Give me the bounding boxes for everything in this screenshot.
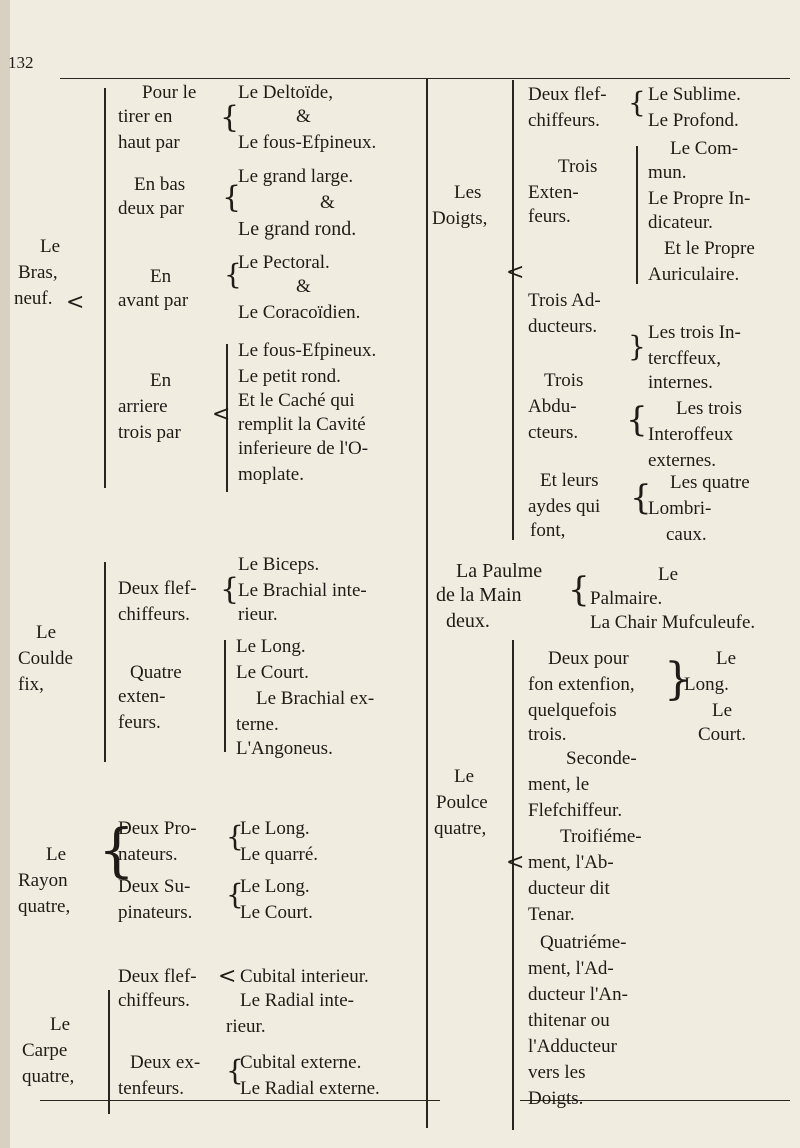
muscle-court: Le Court.: [236, 662, 309, 683]
muscle-court-pouce: Le: [712, 700, 733, 721]
brace-coude-line: [104, 562, 106, 762]
muscle-interosseux-externes: Interoffeux: [648, 424, 734, 445]
brace: {: [226, 878, 244, 911]
doigts-head-aydes: aydes qui: [528, 496, 601, 517]
muscle-brachial-interieur: Le Brachial inte-: [238, 580, 367, 601]
muscle-lombricaux: Lombri-: [648, 498, 712, 519]
column-rule-left: [426, 78, 428, 1128]
page-edge: [0, 0, 10, 1148]
brace-bras-line: [104, 88, 106, 488]
brace: {: [222, 180, 242, 215]
muscle-petit-rond: Le petit rond.: [238, 366, 341, 387]
muscle-chair-musculeuse: La Chair Mufculeufe.: [590, 612, 756, 633]
brace: }: [664, 654, 692, 705]
coude-head-extenseurs: exten-: [118, 686, 166, 707]
brace: {: [626, 400, 648, 440]
muscle-brachial-interieur: rieur.: [238, 604, 278, 625]
carpe-label-line: Carpe: [22, 1040, 68, 1061]
doigts-head-flechisseurs: Deux flef-: [528, 84, 607, 105]
bras-head-haut: tirer en: [118, 106, 173, 127]
bras-head-arriere: trois par: [118, 422, 181, 443]
brace-bras: <: [66, 290, 85, 315]
rayon-head-pronateurs: nateurs.: [118, 844, 178, 865]
muscle-radial-externe: Le Radial externe.: [240, 1078, 380, 1099]
coude-label-line: fix,: [18, 674, 44, 695]
muscle-sous-epineux: Le fous-Efpineux.: [238, 132, 377, 153]
muscle-long-pouce: Le: [716, 648, 737, 669]
muscle-cache: inferieure de l'O-: [238, 438, 369, 459]
muscle-cubital-interieur: Cubital interieur.: [240, 966, 369, 987]
muscle-long: Le Long.: [236, 636, 306, 657]
poulce-text-line: ducteur dit: [528, 878, 610, 899]
muscle-grand-rond: Le grand rond.: [238, 218, 357, 240]
doigts-head-abducteurs: Abdu-: [528, 396, 577, 417]
muscle-sublime: Le Sublime.: [648, 84, 741, 105]
poulce-label-line: Le: [454, 766, 475, 787]
muscle-cache: remplit la Cavité: [238, 414, 366, 435]
poulce-text-line: ment, l'Ab-: [528, 852, 614, 873]
doigts-label-line: Doigts,: [432, 208, 488, 229]
paulme-head: de la Main: [436, 584, 522, 606]
doigts-head-abducteurs: cteurs.: [528, 422, 579, 443]
muscle-angoneus: L'Angoneus.: [236, 738, 333, 759]
bottom-rule-left: [40, 1100, 440, 1101]
brace: <: [218, 964, 237, 989]
muscle-interosseux-externes: externes.: [648, 450, 717, 471]
muscle-propre-auriculaire: Et le Propre: [664, 238, 755, 259]
muscle-cache: moplate.: [238, 464, 304, 485]
poulce-text-line: fon extenfion,: [528, 674, 635, 695]
muscle-profond: Le Profond.: [648, 110, 739, 131]
poulce-text-line: Quatriéme-: [540, 932, 627, 953]
muscle-radial-interieur: Le Radial inte-: [240, 990, 354, 1011]
doigts-head-extenseurs: Trois: [558, 156, 598, 177]
carpe-head-flechisseurs: chiffeurs.: [118, 990, 190, 1011]
muscle-lombricaux: Les quatre: [670, 472, 750, 493]
bras-label-line: Le: [40, 236, 61, 257]
doigts-head-aydes: font,: [530, 520, 566, 541]
poulce-text-line: Seconde-: [566, 748, 637, 769]
poulce-text-line: Tenar.: [528, 904, 575, 925]
muscle-palmaire: Le: [658, 564, 679, 585]
ampersand: &: [296, 106, 311, 127]
muscle-brachial-externe: terne.: [236, 714, 279, 735]
poulce-text-line: vers les: [528, 1062, 586, 1083]
muscle-lombricaux: caux.: [666, 524, 707, 545]
poulce-text-line: quelquefois: [528, 700, 617, 721]
muscle-interosseux-externes: Les trois: [676, 398, 742, 419]
poulce-text-line: thitenar ou: [528, 1010, 610, 1031]
muscle-court-pouce: Court.: [698, 724, 747, 745]
poulce-text-line: Deux pour: [548, 648, 629, 669]
brace-doigts: <: [506, 260, 525, 285]
doigts-head-flechisseurs: chiffeurs.: [528, 110, 600, 131]
muscle-interosseux-internes: internes.: [648, 372, 713, 393]
muscle-long: Le Long.: [240, 818, 310, 839]
rayon-label-line: Le: [46, 844, 67, 865]
poulce-text-line: Flefchiffeur.: [528, 800, 623, 821]
rayon-head-supinateurs: pinateurs.: [118, 902, 193, 923]
carpe-label-line: quatre,: [22, 1066, 75, 1087]
muscle-propre-indicateur: dicateur.: [648, 212, 713, 233]
brace: {: [226, 1054, 244, 1087]
poulce-label-line: quatre,: [434, 818, 487, 839]
doigts-head-abducteurs: Trois: [544, 370, 584, 391]
brace: <: [212, 402, 231, 427]
muscle-sous-epineux: Le fous-Efpineux.: [238, 340, 377, 361]
brace-poulce: <: [506, 850, 525, 875]
doigts-head-aydes: Et leurs: [540, 470, 599, 491]
bras-head-avant: En: [150, 266, 172, 287]
brace-rayon: {: [98, 816, 135, 884]
doigts-label-line: Les: [454, 182, 482, 203]
poulce-text-line: ment, le: [528, 774, 590, 795]
ampersand: &: [296, 276, 311, 297]
muscle-cache: Et le Caché qui: [238, 390, 355, 411]
paulme-head: deux.: [446, 610, 490, 632]
top-rule: [60, 78, 790, 79]
poulce-text-line: Doigts.: [528, 1088, 584, 1109]
muscle-palmaire: Palmaire.: [590, 588, 663, 609]
bras-head-avant: avant par: [118, 290, 189, 311]
carpe-head-extenseurs: Deux ex-: [130, 1052, 201, 1073]
poulce-text-line: ment, l'Ad-: [528, 958, 614, 979]
bras-label-line: neuf.: [14, 288, 53, 309]
bras-head-bas: deux par: [118, 198, 184, 219]
rayon-head-pronateurs: Deux Pro-: [118, 818, 197, 839]
carpe-head-flechisseurs: Deux flef-: [118, 966, 197, 987]
muscle-brachial-externe: Le Brachial ex-: [256, 688, 375, 709]
brace: {: [224, 258, 242, 291]
muscle-biceps: Le Biceps.: [238, 554, 320, 575]
poulce-label-line: Poulce: [436, 792, 488, 813]
muscle-propre-indicateur: Le Propre In-: [648, 188, 751, 209]
muscle-coracoidien: Le Coracoïdien.: [238, 302, 361, 323]
coude-head-flechisseurs: Deux flef-: [118, 578, 197, 599]
doigts-head-extenseurs: Exten-: [528, 182, 579, 203]
brace-line: [636, 146, 638, 284]
muscle-long: Le Long.: [240, 876, 310, 897]
bras-head-arriere: En: [150, 370, 172, 391]
bras-head-arriere: arriere: [118, 396, 168, 417]
muscle-pectoral: Le Pectoral.: [238, 252, 330, 273]
carpe-head-extenseurs: tenfeurs.: [118, 1078, 184, 1099]
poulce-text-line: ducteur l'An-: [528, 984, 628, 1005]
rayon-head-supinateurs: Deux Su-: [118, 876, 191, 897]
brace: {: [630, 478, 652, 518]
muscle-grand-large: Le grand large.: [238, 166, 354, 187]
column-rule-right-top: [512, 80, 514, 540]
paulme-head: La Paulme: [456, 560, 543, 582]
coude-label-line: Le: [36, 622, 57, 643]
muscle-propre-auriculaire: Auriculaire.: [648, 264, 740, 285]
ampersand: &: [320, 192, 335, 213]
column-rule-right-bottom: [512, 640, 514, 1130]
brace: {: [568, 570, 590, 610]
poulce-text-line: Troifiéme-: [560, 826, 642, 847]
coude-head-extenseurs: Quatre: [130, 662, 182, 683]
muscle-radial-interieur: rieur.: [226, 1016, 266, 1037]
bras-label-line: Bras,: [18, 262, 58, 283]
bras-head-haut: Pour le: [142, 82, 197, 103]
muscle-deltoide: Le Deltoïde,: [238, 82, 333, 103]
brace: {: [220, 572, 240, 607]
coude-label-line: Coulde: [18, 648, 73, 669]
rayon-label-line: Rayon: [18, 870, 68, 891]
muscle-commun: Le Com-: [670, 138, 739, 159]
muscle-quarre: Le quarré.: [240, 844, 319, 865]
page-number: 132: [8, 53, 34, 72]
carpe-label-line: Le: [50, 1014, 71, 1035]
rayon-label-line: quatre,: [18, 896, 71, 917]
muscle-cubital-externe: Cubital externe.: [240, 1052, 362, 1073]
brace-carpe-line: [108, 990, 110, 1114]
poulce-text-line: trois.: [528, 724, 567, 745]
doigts-head-adducteurs: ducteurs.: [528, 316, 598, 337]
brace-line: [224, 640, 226, 752]
doigts-head-extenseurs: feurs.: [528, 206, 571, 227]
muscle-interosseux-internes: Les trois In-: [648, 322, 741, 343]
poulce-text-line: l'Adducteur: [528, 1036, 617, 1057]
brace: {: [628, 86, 646, 119]
muscle-long-pouce: Long.: [684, 674, 729, 695]
brace: {: [220, 100, 240, 135]
bras-head-haut: haut par: [118, 132, 180, 153]
brace: }: [628, 330, 646, 363]
doigts-head-adducteurs: Trois Ad-: [528, 290, 601, 311]
muscle-interosseux-internes: tercffeux,: [648, 348, 721, 369]
coude-head-flechisseurs: chiffeurs.: [118, 604, 190, 625]
muscle-court: Le Court.: [240, 902, 313, 923]
bras-head-bas: En bas: [134, 174, 186, 195]
coude-head-extenseurs: feurs.: [118, 712, 161, 733]
brace: {: [226, 820, 244, 853]
muscle-commun: mun.: [648, 162, 687, 183]
